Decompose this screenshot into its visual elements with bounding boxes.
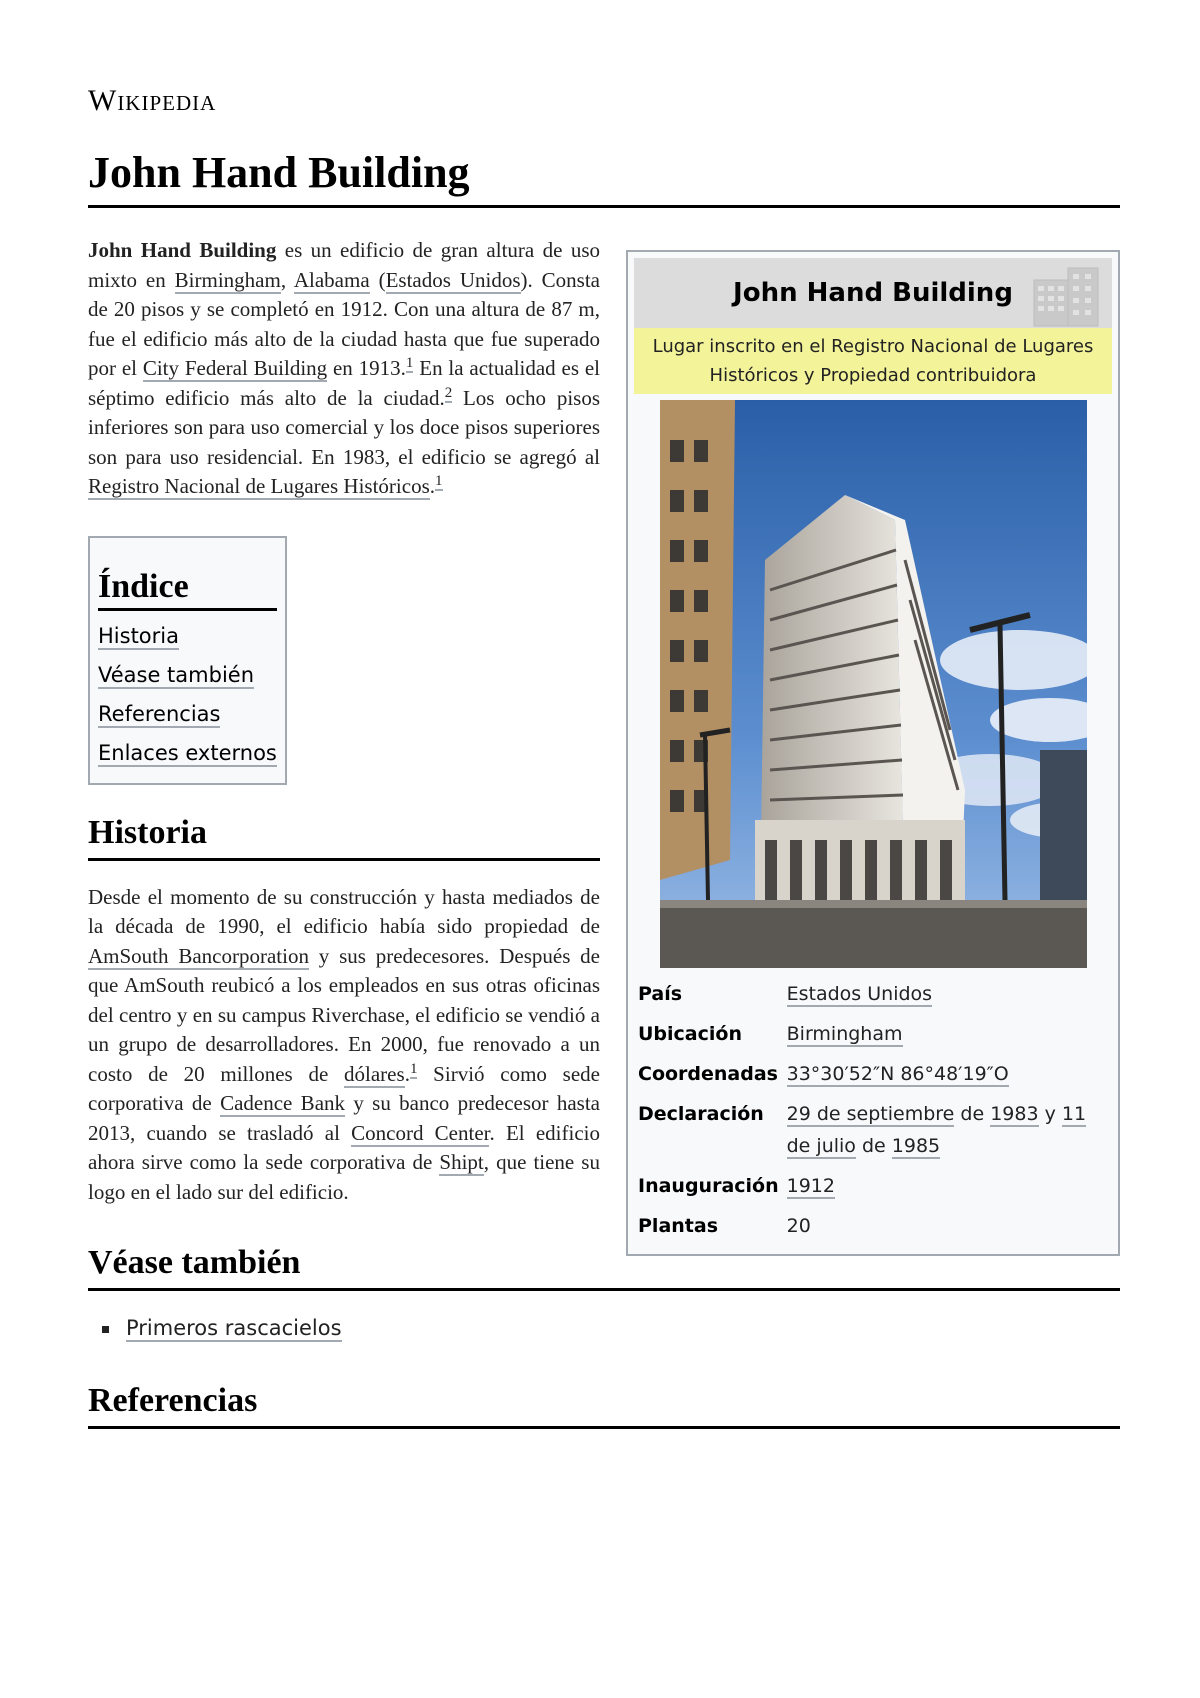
reference-link[interactable]: 1 bbox=[405, 355, 414, 371]
row-label: Ubicación bbox=[638, 1023, 742, 1045]
concord-center-link[interactable]: Concord Center bbox=[351, 1120, 490, 1145]
text: Desde el momento de su construcción y hasta mediados de la década de 1990, el edificio había sido propiedad de bbox=[88, 884, 600, 939]
see-also-list bbox=[88, 1313, 1120, 1343]
infobox-row bbox=[634, 1166, 1112, 1206]
text: . El edificio ahora sirve como la sede corporativa de bbox=[88, 1120, 600, 1175]
text: en 1913. bbox=[327, 356, 406, 380]
text: , que tiene su logo en el lado sur del edificio. bbox=[88, 1150, 600, 1204]
building-photo[interactable] bbox=[660, 400, 1087, 968]
text: y sus predecesores. Después de que AmSouth reubicó a los empleados en sus otras oficinas del centro y en su campus Riverchase, el edificio se vendió a un grupo de desarrolladores. En 2000, fue renovado a un costo de 20 millones de bbox=[88, 943, 600, 1086]
text: ). Consta de 20 pisos y se completó en 1912. Con una altura de 87 m, fue el edificio más alto de la ciudad hasta que fue superado por el bbox=[88, 267, 600, 380]
year-link[interactable]: 1983 bbox=[990, 1103, 1039, 1125]
text: es un edificio de gran altura de uso mixto en bbox=[88, 238, 600, 292]
section-heading-referencias: Referencias bbox=[88, 1381, 1120, 1429]
estados-unidos-link[interactable]: Estados Unidos bbox=[385, 267, 521, 292]
text: . bbox=[429, 474, 435, 498]
shipt-link[interactable]: Shipt bbox=[439, 1150, 484, 1175]
text: Sirvió como sede corporativa de bbox=[88, 1061, 600, 1116]
location-link[interactable]: Birmingham bbox=[786, 1023, 903, 1045]
row-value bbox=[783, 1014, 1112, 1054]
article-content bbox=[88, 236, 1120, 1451]
wikipedia-logo[interactable]: Wikipedia bbox=[88, 84, 217, 117]
infobox-subtitle: Lugar inscrito en el Registro Nacional de Lugares Históricos y Propiedad contribuidora bbox=[634, 328, 1112, 394]
toc-item-referencias[interactable] bbox=[98, 695, 277, 734]
year-link[interactable]: 1912 bbox=[786, 1175, 835, 1197]
text: ( bbox=[369, 267, 386, 292]
text: . bbox=[404, 1061, 410, 1086]
text: de bbox=[954, 1103, 991, 1125]
country-link[interactable]: Estados Unidos bbox=[786, 983, 933, 1005]
row-value bbox=[783, 974, 1112, 1014]
page-title: John Hand Building bbox=[88, 148, 1120, 208]
list-item bbox=[88, 1313, 1120, 1343]
row-label: Coordenadas bbox=[638, 1063, 778, 1085]
row-label: País bbox=[638, 983, 683, 1005]
text: En la actualidad es el séptimo edificio más alto de la ciudad. bbox=[88, 356, 601, 410]
text: y bbox=[1038, 1103, 1062, 1125]
toc-item-historia[interactable] bbox=[98, 617, 277, 656]
date-link[interactable]: 11 de julio bbox=[786, 1103, 1087, 1157]
infobox-table bbox=[634, 974, 1112, 1246]
bold-title: John Hand Building bbox=[88, 238, 277, 262]
row-label: Declaración bbox=[638, 1103, 764, 1125]
infobox-row bbox=[634, 1094, 1112, 1166]
infobox-row bbox=[634, 1206, 1112, 1246]
year-link[interactable]: 1985 bbox=[891, 1135, 941, 1157]
section-heading-vease-tambien: Véase también bbox=[88, 1243, 1120, 1291]
row-value bbox=[783, 1166, 1112, 1206]
section-heading-historia: Historia bbox=[88, 813, 600, 861]
dolares-link[interactable]: dólares bbox=[344, 1061, 405, 1086]
cadence-bank-link[interactable]: Cadence Bank bbox=[220, 1091, 346, 1116]
text: Los ocho pisos inferiores son para uso comercial y los doce pisos superiores son para uso residencial. En 1983, el edificio se agregó al bbox=[88, 385, 601, 469]
primeros-rascacielos-link[interactable]: Primeros rascacielos bbox=[126, 1316, 342, 1341]
text: , bbox=[280, 267, 294, 292]
infobox bbox=[626, 250, 1120, 1256]
alabama-link[interactable]: Alabama bbox=[293, 267, 370, 292]
row-value: 20 bbox=[786, 1215, 811, 1237]
coordinates-link[interactable]: 33°30′52″N 86°48′19″O bbox=[786, 1063, 1009, 1085]
reference-link[interactable]: 1 bbox=[409, 1060, 418, 1077]
reference-link[interactable]: 1 bbox=[435, 473, 443, 489]
row-label: Plantas bbox=[638, 1215, 718, 1237]
toc-item-label: Referencias bbox=[98, 701, 221, 726]
amsouth-link[interactable]: AmSouth Bancorporation bbox=[88, 943, 309, 968]
table-of-contents bbox=[88, 536, 287, 785]
text: y su banco predecesor hasta 2013, cuando se trasladó al bbox=[88, 1091, 600, 1145]
toc-item-label: Historia bbox=[98, 623, 179, 648]
toc-item-label: Véase también bbox=[98, 662, 255, 687]
city-federal-link[interactable]: City Federal Building bbox=[142, 356, 328, 380]
infobox-row bbox=[634, 1054, 1112, 1094]
row-value bbox=[783, 1054, 1112, 1094]
building-icon bbox=[1028, 262, 1106, 328]
toc-title: Índice bbox=[98, 568, 277, 611]
infobox-row bbox=[634, 974, 1112, 1014]
date-link[interactable]: 29 de septiembre bbox=[786, 1103, 955, 1125]
toc-item-vease-tambien[interactable] bbox=[98, 656, 277, 695]
infobox-row bbox=[634, 1014, 1112, 1054]
toc-item-enlaces-externos[interactable] bbox=[98, 734, 277, 773]
toc-item-label: Enlaces externos bbox=[98, 740, 277, 765]
row-label: Inauguración bbox=[638, 1175, 779, 1197]
infobox-header bbox=[634, 258, 1112, 328]
infobox-title: John Hand Building bbox=[733, 278, 1013, 308]
reference-link[interactable]: 2 bbox=[444, 384, 453, 401]
registro-link[interactable]: Registro Nacional de Lugares Históricos bbox=[88, 474, 430, 498]
row-value bbox=[783, 1094, 1112, 1166]
text: de bbox=[855, 1135, 892, 1157]
birmingham-link[interactable]: Birmingham bbox=[174, 267, 281, 292]
